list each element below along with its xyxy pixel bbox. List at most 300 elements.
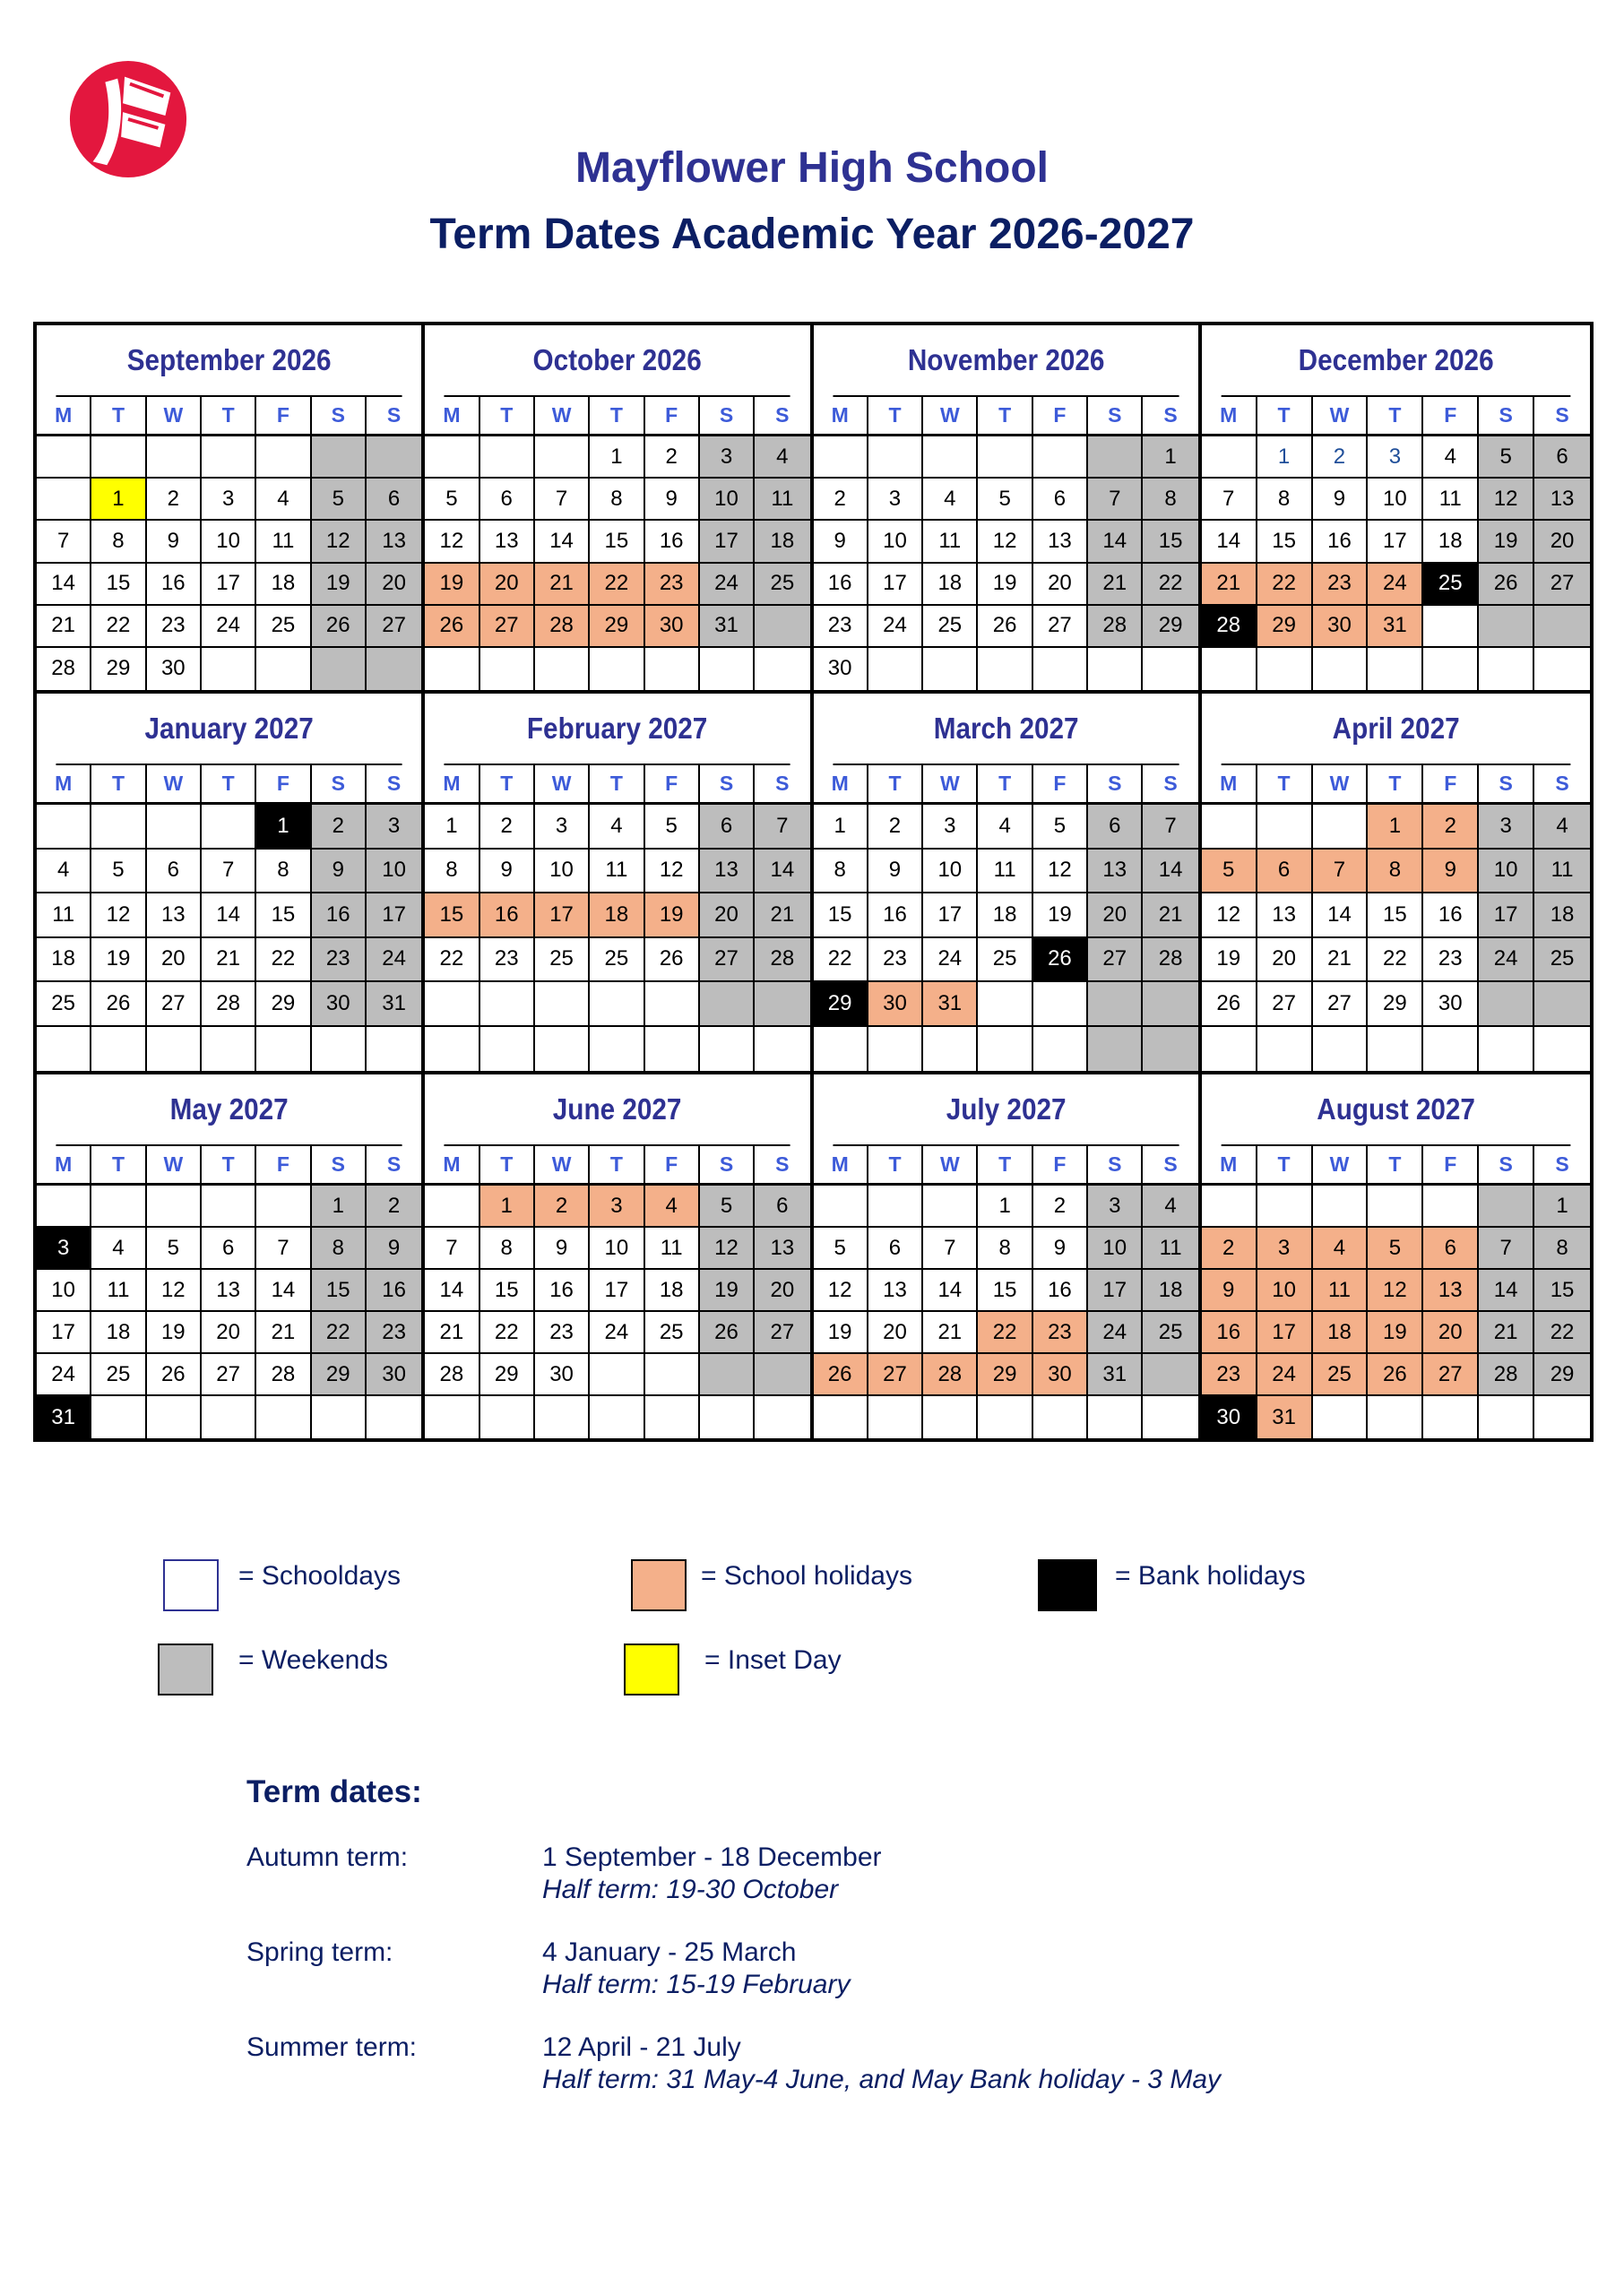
week-row (1202, 1396, 1590, 1438)
week-row (1202, 436, 1590, 479)
day-cell: 11 (923, 521, 978, 561)
month-weeks (37, 805, 421, 1071)
day-cell: 4 (755, 436, 809, 477)
day-cell (923, 1027, 978, 1072)
day-cell: 21 (1143, 893, 1197, 936)
day-cell: 22 (312, 1312, 367, 1352)
day-cell: 22 (480, 1312, 535, 1352)
day-cell: 28 (37, 648, 91, 690)
day-cell (202, 1186, 256, 1226)
day-cell: 11 (37, 893, 91, 936)
week-row (425, 1228, 809, 1270)
day-cell: 23 (147, 606, 202, 646)
day-cell (367, 1027, 421, 1072)
day-cell: 24 (700, 564, 755, 604)
week-row (425, 1186, 809, 1228)
day-cell (923, 648, 978, 690)
day-cell (1534, 982, 1590, 1025)
day-cell (202, 1027, 256, 1072)
day-cell: 21 (1088, 564, 1143, 604)
school-title: Mayflower High School (574, 144, 1050, 192)
day-cell (814, 1027, 868, 1072)
day-cell: 23 (480, 938, 535, 981)
day-cell (1313, 1396, 1369, 1438)
day-cell: 29 (480, 1354, 535, 1394)
weekday-header: S (312, 765, 367, 802)
day-cell (256, 648, 311, 690)
day-cell: 2 (480, 805, 535, 848)
day-cell: 1 (1143, 436, 1197, 477)
day-cell: 12 (425, 521, 479, 561)
day-cell (256, 436, 311, 477)
day-cell: 5 (312, 479, 367, 519)
day-cell: 5 (1202, 850, 1257, 893)
day-cell (1088, 648, 1143, 690)
weekday-header: F (645, 397, 700, 434)
weekday-header: F (256, 1146, 311, 1183)
day-cell: 7 (755, 805, 809, 848)
day-cell: 6 (755, 1186, 809, 1226)
day-cell: 18 (1143, 1270, 1197, 1310)
day-cell (425, 1186, 479, 1226)
day-cell: 9 (312, 850, 367, 893)
day-cell (868, 1396, 923, 1438)
day-cell: 21 (1479, 1312, 1534, 1352)
day-cell: 10 (1479, 850, 1534, 893)
day-cell: 27 (202, 1354, 256, 1394)
month-block (37, 325, 425, 694)
day-cell: 24 (202, 606, 256, 646)
day-cell: 22 (91, 606, 146, 646)
day-cell: 28 (1088, 606, 1143, 646)
day-cell: 15 (1257, 521, 1313, 561)
day-cell: 21 (202, 938, 256, 981)
day-cell: 11 (91, 1270, 146, 1310)
day-cell: 4 (590, 805, 644, 848)
day-cell: 7 (37, 521, 91, 561)
day-cell: 18 (590, 893, 644, 936)
day-cell: 12 (645, 850, 700, 893)
day-cell: 20 (1088, 893, 1143, 936)
day-cell: 27 (480, 606, 535, 646)
day-cell (923, 436, 978, 477)
day-cell: 23 (1313, 564, 1369, 604)
day-cell: 26 (147, 1354, 202, 1394)
week-row (37, 1354, 421, 1396)
day-cell: 11 (590, 850, 644, 893)
day-cell: 16 (535, 1270, 590, 1310)
day-cell: 21 (37, 606, 91, 646)
day-cell: 13 (367, 521, 421, 561)
day-cell (978, 982, 1032, 1025)
month-block (37, 694, 425, 1074)
week-row (1202, 982, 1590, 1027)
day-cell: 22 (814, 938, 868, 981)
day-cell: 30 (147, 648, 202, 690)
day-cell: 19 (91, 938, 146, 981)
day-cell: 3 (202, 479, 256, 519)
day-cell: 26 (1368, 1354, 1423, 1394)
day-cell: 3 (700, 436, 755, 477)
weekday-header: W (535, 765, 590, 802)
day-cell (1202, 805, 1257, 848)
month-weeks (814, 1186, 1198, 1438)
day-cell: 3 (923, 805, 978, 848)
month-title: November 2026 (833, 325, 1179, 397)
day-cell (480, 1396, 535, 1438)
day-cell (1313, 1027, 1369, 1072)
day-cell: 11 (1143, 1228, 1197, 1268)
day-cell: 26 (645, 938, 700, 981)
weekday-header: M (814, 397, 868, 434)
day-cell: 10 (923, 850, 978, 893)
month-title: October 2026 (445, 325, 790, 397)
day-cell: 6 (700, 805, 755, 848)
day-cell: 15 (1368, 893, 1423, 936)
day-cell: 27 (1313, 982, 1369, 1025)
term-range: 1 September - 18 December (542, 1842, 882, 1872)
day-cell: 4 (923, 479, 978, 519)
weekday-header-row (814, 397, 1198, 436)
day-cell (535, 1396, 590, 1438)
day-cell: 2 (312, 805, 367, 848)
weekday-header: S (386, 1152, 402, 1176)
day-cell: 28 (256, 1354, 311, 1394)
legend-bank-holidays (1038, 1559, 1306, 1615)
weekday-header: F (645, 765, 700, 802)
day-cell: 2 (1033, 1186, 1088, 1226)
day-cell: 5 (978, 479, 1032, 519)
weekday-header: M (37, 1146, 91, 1183)
day-cell: 3 (367, 805, 421, 848)
day-cell: 1 (1368, 805, 1423, 848)
day-cell: 25 (755, 564, 809, 604)
day-cell: 2 (645, 436, 700, 477)
day-cell: 30 (535, 1354, 590, 1394)
day-cell: 20 (202, 1312, 256, 1352)
day-cell (535, 1027, 590, 1072)
day-cell: 11 (256, 521, 311, 561)
day-cell: 11 (645, 1228, 700, 1268)
day-cell: 23 (814, 606, 868, 646)
day-cell: 4 (37, 850, 91, 893)
weekday-header: F (256, 397, 311, 434)
day-cell (1368, 1027, 1423, 1072)
day-cell: 8 (312, 1228, 367, 1268)
day-cell: 12 (1368, 1270, 1423, 1310)
day-cell (1033, 648, 1088, 690)
weekday-header: T (590, 765, 644, 802)
day-cell (202, 648, 256, 690)
legend-inset-day (624, 1644, 842, 1699)
day-cell: 7 (1313, 850, 1369, 893)
day-cell: 15 (312, 1270, 367, 1310)
day-cell (1033, 1396, 1088, 1438)
weekday-header: T (590, 1146, 644, 1183)
day-cell (590, 1027, 644, 1072)
weekday-header: W (147, 1146, 202, 1183)
day-cell: 3 (1368, 436, 1423, 477)
day-cell (1088, 436, 1143, 477)
day-cell: 9 (367, 1228, 421, 1268)
day-cell: 17 (1088, 1270, 1143, 1310)
day-cell (256, 1027, 311, 1072)
day-cell (1143, 648, 1197, 690)
day-cell: 7 (256, 1228, 311, 1268)
day-cell: 19 (645, 893, 700, 936)
weekday-header: S (1479, 1146, 1534, 1183)
day-cell (1368, 1396, 1423, 1438)
day-cell: 1 (1534, 1186, 1590, 1226)
day-cell: 20 (480, 564, 535, 604)
weekday-header: W (1313, 397, 1369, 434)
weekday-header: T (480, 397, 535, 434)
term-name: Summer term: (246, 2032, 418, 2062)
day-cell (1257, 805, 1313, 848)
day-cell: 25 (978, 938, 1032, 981)
weekday-header: S (1088, 397, 1143, 434)
weekday-header: T (978, 1146, 1032, 1183)
day-cell: 16 (367, 1270, 421, 1310)
day-cell: 1 (480, 1186, 535, 1226)
week-row (425, 436, 809, 479)
day-cell: 16 (312, 893, 367, 936)
day-cell: 15 (425, 893, 479, 936)
day-cell (480, 1027, 535, 1072)
day-cell: 17 (923, 893, 978, 936)
day-cell: 18 (91, 1312, 146, 1352)
day-cell: 8 (91, 521, 146, 561)
day-cell: 29 (978, 1354, 1032, 1394)
week-row (814, 606, 1198, 648)
day-cell: 4 (256, 479, 311, 519)
month-title: April 2027 (1221, 694, 1570, 765)
day-cell: 2 (1313, 436, 1369, 477)
day-cell (1423, 648, 1479, 690)
day-cell: 1 (91, 479, 146, 519)
weekday-header: S (700, 765, 755, 802)
weekday-header-row (425, 1146, 809, 1186)
day-cell: 3 (590, 1186, 644, 1226)
day-cell: 1 (814, 805, 868, 848)
day-cell: 5 (425, 479, 479, 519)
day-cell: 20 (367, 564, 421, 604)
day-cell: 8 (814, 850, 868, 893)
month-weeks (1202, 436, 1590, 690)
day-cell (1479, 982, 1534, 1025)
day-cell: 29 (1368, 982, 1423, 1025)
day-cell (814, 436, 868, 477)
day-cell: 6 (1033, 479, 1088, 519)
weekday-header: F (1033, 1146, 1088, 1183)
day-cell (1368, 648, 1423, 690)
day-cell: 15 (91, 564, 146, 604)
half-term: Half term: 15-19 February (542, 1970, 851, 1999)
week-row (37, 479, 421, 521)
week-row (37, 805, 421, 850)
day-cell: 25 (645, 1312, 700, 1352)
day-cell (1033, 1027, 1088, 1072)
week-row (814, 1228, 1198, 1270)
day-cell: 1 (1257, 436, 1313, 477)
day-cell: 9 (868, 850, 923, 893)
term-dates-heading: Term dates: (246, 1774, 422, 1809)
day-cell: 22 (978, 1312, 1032, 1352)
day-cell: 8 (1368, 850, 1423, 893)
day-cell: 16 (1423, 893, 1479, 936)
day-cell: 24 (868, 606, 923, 646)
day-cell (91, 1396, 146, 1438)
week-row (425, 606, 809, 648)
day-cell: 11 (1313, 1270, 1369, 1310)
week-row (814, 436, 1198, 479)
legend-school-holidays (631, 1559, 912, 1615)
week-row (1202, 1270, 1590, 1312)
month-weeks (1202, 805, 1590, 1071)
week-row (814, 564, 1198, 606)
day-cell: 17 (1479, 893, 1534, 936)
day-cell: 19 (814, 1312, 868, 1352)
day-cell: 31 (1368, 606, 1423, 646)
day-cell: 31 (700, 606, 755, 646)
day-cell (1257, 1186, 1313, 1226)
day-cell: 8 (480, 1228, 535, 1268)
day-cell: 17 (367, 893, 421, 936)
weekday-header: F (1423, 1146, 1479, 1183)
day-cell: 17 (868, 564, 923, 604)
day-cell: 22 (425, 938, 479, 981)
day-cell: 14 (1479, 1270, 1534, 1310)
day-cell: 22 (1143, 564, 1197, 604)
day-cell: 26 (425, 606, 479, 646)
day-cell: 20 (755, 1270, 809, 1310)
weekday-header: W (923, 765, 978, 802)
day-cell (1033, 982, 1088, 1025)
weekday-header: S (1163, 1152, 1178, 1176)
week-row (37, 1396, 421, 1438)
school-holiday-swatch (631, 1559, 687, 1611)
weekend-swatch (158, 1644, 213, 1695)
week-row (1202, 1228, 1590, 1270)
day-cell: 13 (1534, 479, 1590, 519)
day-cell: 6 (1534, 436, 1590, 477)
day-cell: 9 (1033, 1228, 1088, 1268)
day-cell (37, 1186, 91, 1226)
weekday-header: W (535, 1146, 590, 1183)
day-cell: 18 (645, 1270, 700, 1310)
day-cell: 3 (535, 805, 590, 848)
day-cell: 18 (1313, 1312, 1369, 1352)
week-row (814, 893, 1198, 938)
day-cell: 21 (1202, 564, 1257, 604)
day-cell: 9 (1313, 479, 1369, 519)
week-row (814, 1027, 1198, 1072)
day-cell: 5 (814, 1228, 868, 1268)
month-block (425, 694, 813, 1074)
day-cell: 19 (1479, 521, 1534, 561)
weekday-header: T (978, 765, 1032, 802)
day-cell: 24 (1368, 564, 1423, 604)
week-row (37, 564, 421, 606)
day-cell: 23 (1033, 1312, 1088, 1352)
day-cell: 8 (1143, 479, 1197, 519)
day-cell: 6 (147, 850, 202, 893)
day-cell: 26 (91, 982, 146, 1025)
day-cell: 9 (147, 521, 202, 561)
day-cell (202, 805, 256, 848)
weekday-header: S (1163, 403, 1178, 427)
week-row (814, 850, 1198, 894)
day-cell: 7 (425, 1228, 479, 1268)
day-cell (480, 982, 535, 1025)
day-cell (91, 436, 146, 477)
day-cell: 3 (1257, 1228, 1313, 1268)
day-cell (1313, 805, 1369, 848)
week-row (37, 938, 421, 983)
day-cell: 21 (1313, 938, 1369, 981)
week-row (37, 648, 421, 690)
term-range: 12 April - 21 July (542, 2032, 741, 2062)
week-row (1202, 521, 1590, 563)
day-cell (978, 436, 1032, 477)
month-weeks (814, 805, 1198, 1071)
day-cell: 17 (202, 564, 256, 604)
day-cell: 30 (1033, 1354, 1088, 1394)
weekday-header: F (645, 1146, 700, 1183)
day-cell: 27 (147, 982, 202, 1025)
weekday-header-row (814, 1146, 1198, 1186)
day-cell: 4 (1423, 436, 1479, 477)
day-cell (1257, 1027, 1313, 1072)
weekday-header: W (923, 397, 978, 434)
day-cell: 13 (1088, 850, 1143, 893)
day-cell (37, 805, 91, 848)
weekday-header: M (425, 1146, 479, 1183)
day-cell: 9 (1423, 850, 1479, 893)
day-cell: 10 (1368, 479, 1423, 519)
day-cell: 9 (1202, 1270, 1257, 1310)
weekday-header: T (1257, 765, 1313, 802)
day-cell: 14 (535, 521, 590, 561)
day-cell (1313, 648, 1369, 690)
month-title: June 2027 (445, 1074, 790, 1146)
inset-day-swatch (624, 1644, 679, 1695)
day-cell: 12 (1202, 893, 1257, 936)
day-cell (814, 1396, 868, 1438)
day-cell: 28 (425, 1354, 479, 1394)
day-cell (978, 1027, 1032, 1072)
day-cell: 30 (868, 982, 923, 1025)
day-cell: 20 (147, 938, 202, 981)
weekday-header: T (590, 397, 644, 434)
week-row (1202, 805, 1590, 850)
weekday-header: F (1423, 765, 1479, 802)
day-cell (425, 436, 479, 477)
day-cell: 6 (202, 1228, 256, 1268)
day-cell: 24 (1257, 1354, 1313, 1394)
bank-holiday-swatch (1038, 1559, 1097, 1611)
week-row (425, 564, 809, 606)
day-cell (37, 479, 91, 519)
month-title: December 2026 (1221, 325, 1570, 397)
weekday-header: M (1202, 397, 1257, 434)
day-cell: 25 (1534, 938, 1590, 981)
day-cell: 12 (91, 893, 146, 936)
day-cell: 15 (1143, 521, 1197, 561)
day-cell: 15 (978, 1270, 1032, 1310)
day-cell: 17 (1257, 1312, 1313, 1352)
day-cell: 20 (868, 1312, 923, 1352)
